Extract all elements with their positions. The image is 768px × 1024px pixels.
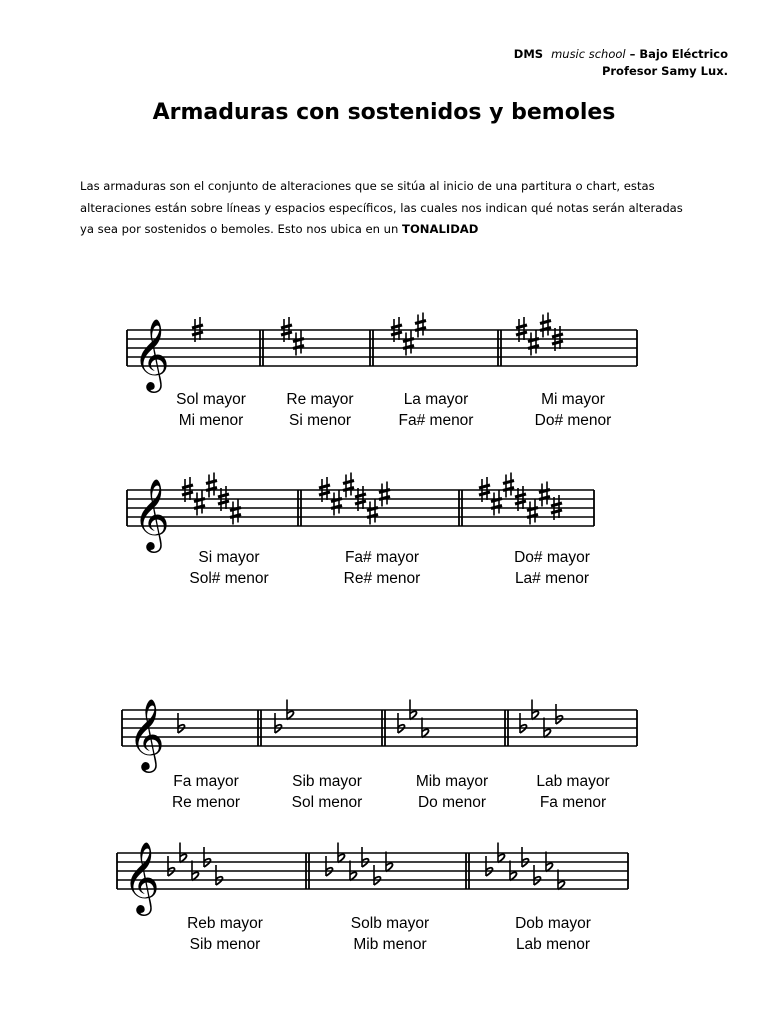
flat-icon [326, 856, 333, 876]
key-major: Sib mayor [292, 773, 362, 790]
flat-bowl [486, 868, 493, 876]
teacher-name: Profesor Samy Lux. [601, 64, 728, 78]
flat-icon [204, 847, 211, 867]
treble-clef-icon: 𝄞 [128, 697, 165, 770]
flat-bowl [326, 868, 333, 876]
key-major: Re mayor [286, 391, 354, 408]
flat-icon [216, 865, 223, 885]
key-minor: Mib menor [353, 936, 427, 953]
treble-clef-icon: 𝄞 [133, 477, 170, 550]
flat-bowl [216, 877, 223, 885]
flat-icon [374, 865, 381, 885]
key-label-dob [483, 913, 623, 955]
key-minor: Do menor [417, 794, 487, 811]
flat-icon [522, 847, 529, 867]
flat-icon [168, 856, 175, 876]
flat-bowl [362, 859, 369, 867]
course-name: – Bajo Eléctrico [629, 47, 728, 61]
treble-clef-icon: 𝄞 [133, 317, 170, 390]
key-major: Fa mayor [173, 773, 239, 790]
flat-bowl [374, 877, 381, 885]
key-major: Reb mayor [187, 915, 263, 932]
key-minor: La# menor [514, 570, 590, 587]
key-minor: Do# menor [534, 412, 612, 429]
flat-bowl [204, 859, 211, 867]
key-minor: Fa menor [539, 794, 607, 811]
key-minor: Re# menor [343, 570, 421, 587]
key-label-reb [155, 913, 295, 955]
key-minor: Fa# menor [398, 412, 474, 429]
school-name: music school [551, 47, 626, 61]
intro-line-2: alteraciones están sobre líneas y espacios específicos, las cuales nos indican qué notas serán alteradas [80, 200, 683, 215]
key-major: Fa# mayor [344, 549, 420, 566]
key-major: Si mayor [198, 549, 260, 566]
key-major: Do# mayor [514, 549, 590, 566]
key-major: Lab mayor [536, 773, 610, 790]
flat-icon [362, 847, 369, 867]
school-brand: DMS [513, 47, 544, 61]
flat-bowl [534, 877, 541, 885]
key-minor: Mi menor [178, 412, 244, 429]
intro-line-3-text: ya sea por sostenidos o bemoles. Esto nos ubica en un [80, 222, 399, 236]
flat-bowl [522, 859, 529, 867]
key-minor: Sib menor [189, 936, 261, 953]
key-major: Mib mayor [415, 773, 489, 790]
intro-line-1: Las armaduras son el conjunto de alteraciones que se sitúa al inicio de una partitura o chart, estas [80, 179, 655, 193]
treble-clef-icon: 𝄞 [123, 840, 160, 913]
key-label-solb [320, 913, 460, 955]
flat-bowl [168, 868, 175, 876]
key-minor: Sol# menor [189, 570, 269, 587]
intro-keyword: TONALIDAD [402, 222, 479, 236]
key-major: Dob mayor [515, 915, 591, 932]
key-major: La mayor [403, 391, 469, 408]
key-minor: Sol menor [291, 794, 363, 811]
key-minor: Lab menor [515, 936, 591, 953]
key-minor: Re menor [171, 794, 241, 811]
key-major: Sol mayor [176, 391, 246, 408]
key-major: Solb mayor [350, 915, 430, 932]
flat-icon [534, 865, 541, 885]
flat-icon [486, 856, 493, 876]
page-title: Armaduras con sostenidos y bemoles [152, 100, 616, 125]
key-major: Mi mayor [541, 391, 605, 408]
key-minor: Si menor [288, 412, 352, 429]
